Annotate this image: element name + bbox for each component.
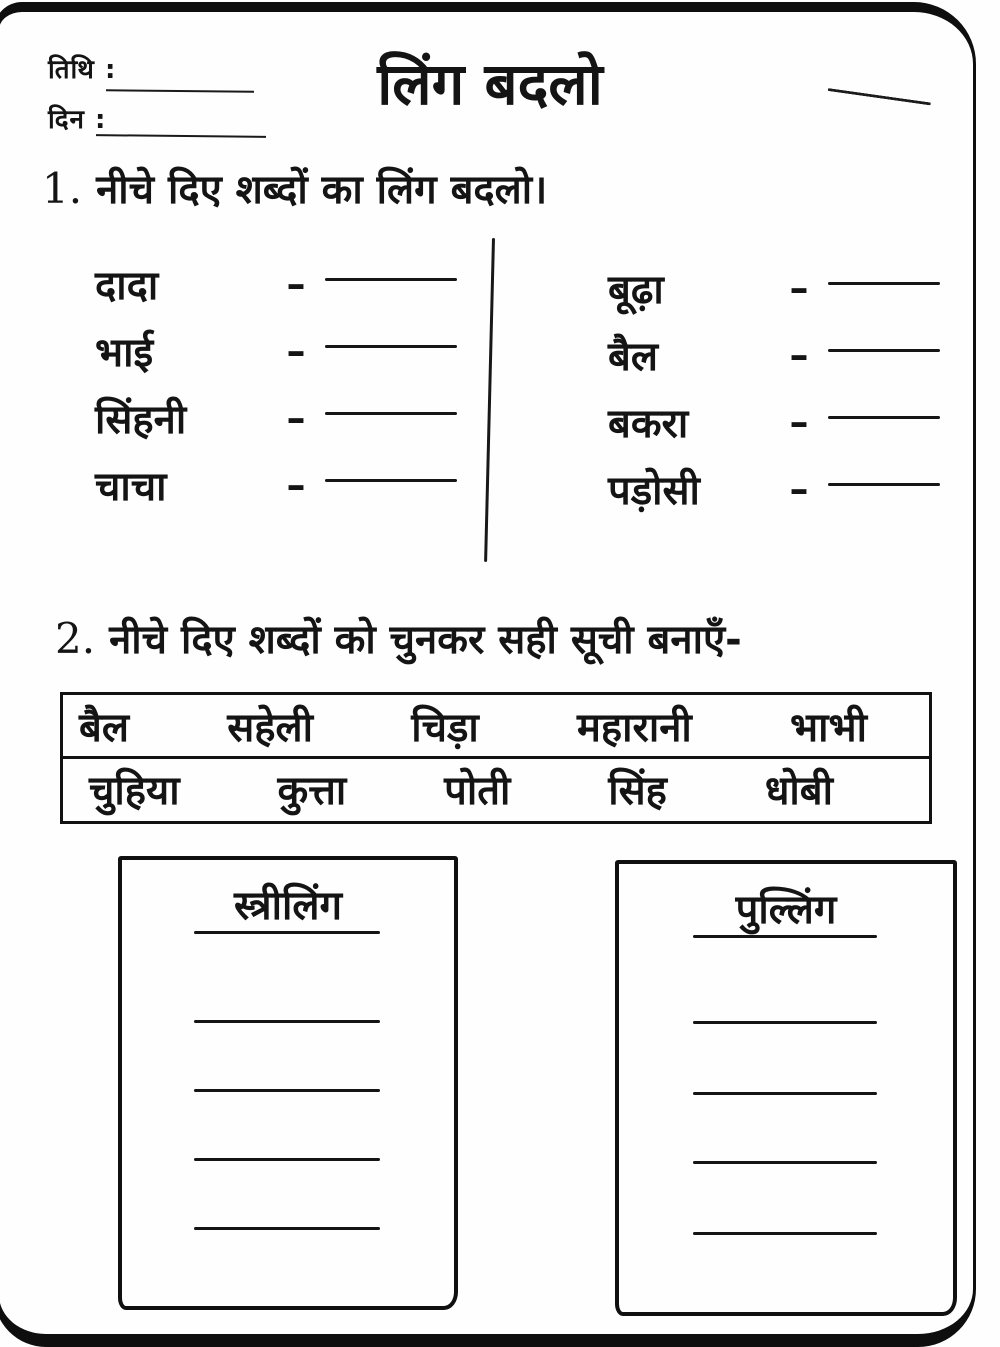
- source-word: बूढ़ा: [608, 267, 664, 313]
- answer-blank-line: [693, 1161, 877, 1164]
- answer-blank-line: [194, 1227, 380, 1230]
- source-word: भाई: [95, 330, 154, 376]
- source-word: पड़ोसी: [608, 468, 700, 514]
- answer-blank-line: [194, 1089, 380, 1092]
- dash-separator: –: [286, 328, 306, 373]
- source-word: बकरा: [608, 401, 689, 447]
- source-word: सिंहनी: [95, 397, 187, 443]
- bank-word: बैल: [79, 705, 129, 751]
- word-bank-row-2: [63, 759, 929, 818]
- dash-separator: –: [789, 265, 809, 310]
- word-row: [608, 455, 942, 522]
- answer-blank-line: [194, 1158, 380, 1161]
- word-bank-row-1: [63, 695, 929, 759]
- masculine-heading: पुल्लिंग: [735, 887, 837, 933]
- bank-word: धोबी: [764, 768, 833, 814]
- page-title: लिंग बदलो: [377, 50, 603, 118]
- bank-word: कुत्ता: [277, 768, 347, 814]
- question1-number: 1.: [42, 164, 83, 213]
- answer-blank-line: [828, 416, 940, 419]
- bank-word: सहेली: [227, 705, 313, 751]
- question1-left-column: [95, 250, 461, 518]
- answer-blank-line: [693, 935, 877, 938]
- question2-heading: [55, 610, 742, 665]
- dash-separator: –: [789, 332, 809, 377]
- masculine-category-box: [615, 860, 957, 1316]
- bank-word: सिंह: [608, 768, 667, 814]
- answer-blank-line: [828, 349, 940, 352]
- word-row: [95, 250, 461, 317]
- word-row: [95, 317, 461, 384]
- day-label: दिन :: [48, 105, 107, 135]
- word-row: [95, 451, 461, 518]
- date-label: तिथि :: [48, 55, 117, 85]
- day-blank-line: [96, 134, 266, 138]
- dash-separator: –: [286, 462, 306, 507]
- dash-separator: –: [789, 466, 809, 511]
- answer-blank-line: [194, 1020, 380, 1023]
- source-word: दादा: [95, 263, 159, 309]
- word-bank-box: [60, 692, 932, 824]
- stray-scan-line: [828, 88, 931, 105]
- question1-right-column: [608, 254, 942, 522]
- answer-blank-line: [828, 483, 940, 486]
- question2-prompt: नीचे दिए शब्दों को चुनकर सही सूची बनाएँ-: [109, 617, 742, 663]
- answer-blank-line: [194, 931, 380, 934]
- date-blank-line: [106, 89, 254, 93]
- word-row: [608, 254, 942, 321]
- word-row: [95, 384, 461, 451]
- answer-blank-line: [325, 479, 457, 482]
- feminine-heading: स्त्रीलिंग: [234, 883, 342, 929]
- question2-number: 2.: [55, 614, 96, 663]
- word-row: [608, 321, 942, 388]
- answer-blank-line: [693, 1021, 877, 1024]
- source-word: बैल: [608, 334, 658, 380]
- feminine-category-box: [118, 856, 458, 1310]
- dash-separator: –: [286, 395, 306, 440]
- answer-blank-line: [693, 1232, 877, 1235]
- bank-word: चुहिया: [89, 768, 180, 814]
- source-word: चाचा: [95, 464, 167, 510]
- bank-word: महारानी: [576, 705, 692, 751]
- answer-blank-line: [325, 412, 457, 415]
- bank-word: भाभी: [790, 705, 867, 751]
- bank-word: पोती: [444, 768, 511, 814]
- dash-separator: –: [286, 261, 306, 306]
- answer-blank-line: [828, 282, 940, 285]
- answer-blank-line: [325, 345, 457, 348]
- answer-blank-line: [693, 1092, 877, 1095]
- answer-blank-line: [325, 278, 457, 281]
- column-divider-line: [484, 238, 495, 562]
- bank-word: चिड़ा: [411, 705, 479, 751]
- question1-prompt: नीचे दिए शब्दों का लिंग बदलो।: [96, 167, 548, 213]
- dash-separator: –: [789, 399, 809, 444]
- word-row: [608, 388, 942, 455]
- question1-heading: [42, 160, 547, 215]
